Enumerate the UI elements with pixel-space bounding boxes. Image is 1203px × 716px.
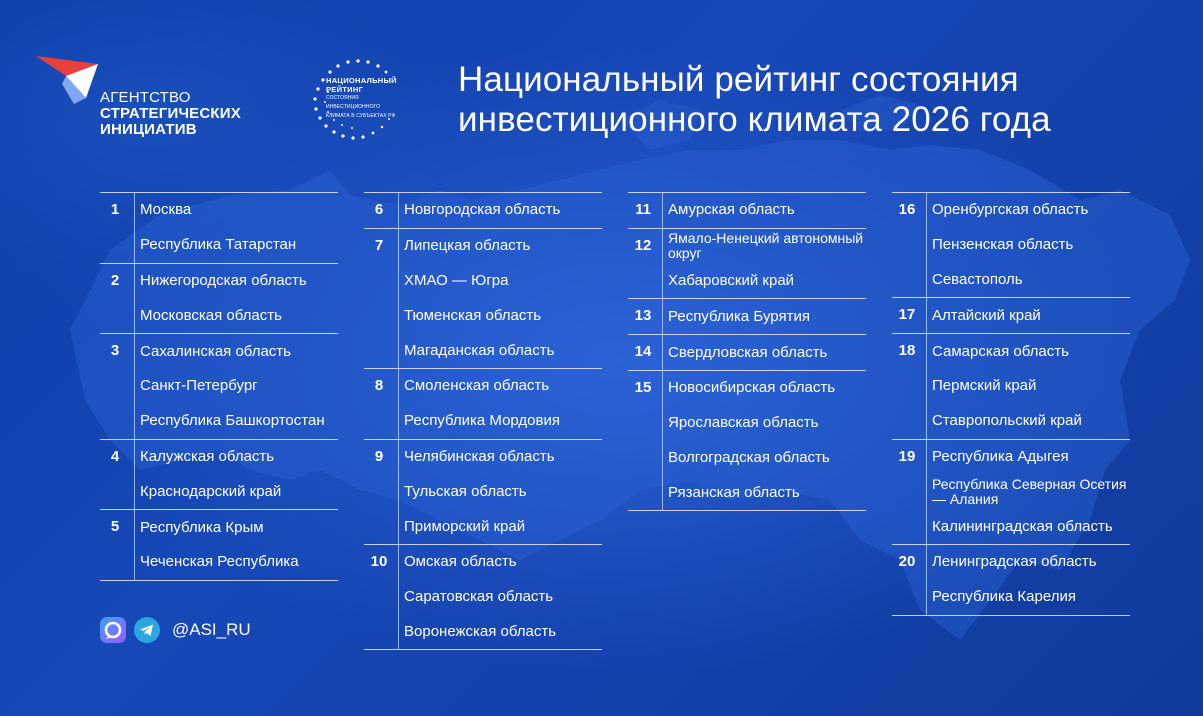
region-name: Приморский край xyxy=(404,517,526,535)
rank-number: 8 xyxy=(374,376,384,394)
region-name: Республика Северная Осетия — Алания xyxy=(932,475,1127,507)
region-name: Чеченская Республика xyxy=(140,553,299,571)
rank-number: 3 xyxy=(110,342,120,360)
region-list xyxy=(134,193,338,263)
ranking-group xyxy=(100,263,338,334)
ranking-group xyxy=(628,228,866,299)
region-name: ХМАО — Югра xyxy=(404,271,509,289)
rank-number: 2 xyxy=(110,271,120,289)
ranking-group xyxy=(628,192,866,228)
region-name: Ярославская область xyxy=(668,414,819,432)
national-rating-logo xyxy=(302,54,412,144)
ranking-group xyxy=(892,544,1130,616)
region-list xyxy=(134,264,338,334)
region-name: Пермский край xyxy=(932,377,1037,395)
region-name: Ленинградская область xyxy=(932,553,1097,571)
rank-number: 1 xyxy=(110,201,120,218)
region-name: Волгоградская область xyxy=(668,448,830,466)
telegram-icon[interactable] xyxy=(134,617,160,643)
ranking-group xyxy=(364,439,602,544)
rank-number: 16 xyxy=(898,201,916,218)
region-name: Смоленская область xyxy=(404,377,550,395)
rank-number: 12 xyxy=(634,236,652,254)
region-name: Омская область xyxy=(404,553,517,571)
region-name: Республика Башкортостан xyxy=(140,412,325,430)
region-name: Челябинская область xyxy=(404,447,555,465)
region-name: Новгородская область xyxy=(404,201,561,219)
ranking-group xyxy=(100,333,338,438)
region-name: Ставропольский край xyxy=(932,412,1082,430)
asi-logo-line-3: ИНИЦИАТИВ xyxy=(100,121,197,138)
rank-number: 19 xyxy=(898,447,916,465)
region-name: Саратовская область xyxy=(404,588,554,606)
ranking-group xyxy=(892,297,1130,333)
region-name: Республика Мордовия xyxy=(404,412,560,430)
region-list xyxy=(398,369,602,439)
region-list xyxy=(926,545,1130,615)
region-name: Калужская область xyxy=(140,447,275,465)
region-list xyxy=(134,510,338,580)
ranking-group xyxy=(100,439,338,510)
ranking-group xyxy=(364,544,602,650)
region-name: Санкт-Петербург xyxy=(140,377,258,395)
region-name: Республика Адыгея xyxy=(932,447,1069,465)
region-list xyxy=(926,334,1130,438)
region-list xyxy=(662,299,866,334)
region-name: Республика Карелия xyxy=(932,588,1076,606)
rank-number: 6 xyxy=(374,201,384,218)
region-name: Москва xyxy=(140,201,192,219)
region-name: Республика Татарстан xyxy=(140,236,297,254)
region-name: Липецкая область xyxy=(404,237,531,255)
region-name: Московская область xyxy=(140,306,282,324)
ranking-group xyxy=(364,228,602,368)
region-list xyxy=(134,440,338,510)
region-list xyxy=(398,545,602,649)
rank-number: 18 xyxy=(898,342,916,360)
region-name: Хабаровский край xyxy=(668,271,795,289)
region-list xyxy=(926,440,1130,544)
region-list xyxy=(134,334,338,438)
region-name: Амурская область xyxy=(668,201,795,219)
ranking-column xyxy=(892,192,1130,616)
region-name: Воронежская область xyxy=(404,622,557,640)
rank-number: 15 xyxy=(634,378,652,396)
rank-number: 7 xyxy=(374,236,384,254)
ranking-group xyxy=(892,439,1130,544)
region-list xyxy=(398,440,602,544)
rank-number: 13 xyxy=(634,307,652,325)
ranking-column xyxy=(100,192,338,581)
social-handle[interactable]: @ASI_RU xyxy=(172,620,251,639)
region-name: Пензенская область xyxy=(932,236,1074,254)
region-name: Оренбургская область xyxy=(932,201,1089,219)
ranking-column xyxy=(628,192,866,511)
region-name: Магаданская область xyxy=(404,341,555,359)
region-name: Севастополь xyxy=(932,270,1023,288)
ranking-group xyxy=(628,298,866,334)
ranking-column xyxy=(364,192,602,650)
asi-arrow-icon xyxy=(36,54,102,104)
ranking-group xyxy=(100,509,338,581)
rank-number: 14 xyxy=(634,343,652,361)
region-list xyxy=(926,298,1130,333)
region-list xyxy=(662,193,866,228)
ranking-group xyxy=(892,192,1130,297)
region-list xyxy=(662,229,866,299)
ranking-group xyxy=(364,368,602,439)
region-list xyxy=(926,193,1130,297)
rating-logo-small-3: КЛИМАТА В СУБЪЕКТАХ РФ xyxy=(326,113,396,119)
region-name: Свердловская область xyxy=(668,343,828,361)
ranking-group xyxy=(628,334,866,370)
rank-number: 5 xyxy=(110,518,120,536)
asi-logo-line-2: СТРАТЕГИЧЕСКИХ xyxy=(100,105,241,122)
region-name: Алтайский край xyxy=(932,306,1041,324)
region-name: Республика Бурятия xyxy=(668,307,810,325)
page-title-line-1: Национальный рейтинг состояния xyxy=(458,60,1019,99)
page-title xyxy=(458,60,1051,140)
ranking-group xyxy=(628,370,866,511)
asi-logo xyxy=(36,54,276,154)
rank-number: 17 xyxy=(898,306,916,324)
region-name: Новосибирская область xyxy=(668,379,836,397)
region-list xyxy=(662,335,866,370)
rating-logo-big-2: РЕЙТИНГ xyxy=(326,85,364,94)
max-messenger-icon[interactable] xyxy=(100,617,126,643)
region-name: Тюменская область xyxy=(404,306,542,324)
region-name: Республика Крым xyxy=(140,518,264,536)
region-name: Самарская область xyxy=(932,342,1069,360)
region-name: Сахалинская область xyxy=(140,342,291,360)
rating-logo-small-2: ИНВЕСТИЦИОННОГО xyxy=(326,104,381,110)
region-name: Ямало-Ненецкий автономный округ xyxy=(668,230,864,262)
region-name: Калининградская область xyxy=(932,517,1113,535)
region-name: Нижегородская область xyxy=(140,271,307,289)
rank-number: 20 xyxy=(898,552,916,570)
region-name: Тульская область xyxy=(404,482,527,500)
region-list xyxy=(398,229,602,368)
rating-logo-big-1: НАЦИОНАЛЬНЫЙ xyxy=(326,76,397,85)
rank-number: 4 xyxy=(110,447,120,465)
ranking-group xyxy=(364,192,602,228)
asi-logo-line-1: АГЕНТСТВО xyxy=(100,89,191,106)
ranking-group xyxy=(100,192,338,263)
region-list xyxy=(662,371,866,510)
ranking-group xyxy=(892,333,1130,438)
region-name: Краснодарский край xyxy=(140,482,282,500)
rank-number: 10 xyxy=(370,552,388,570)
region-name: Рязанская область xyxy=(668,483,800,501)
page-title-line-2: инвестиционного климата 2026 года xyxy=(458,100,1051,139)
social-links xyxy=(100,617,251,643)
region-list xyxy=(398,193,602,228)
rank-number: 11 xyxy=(635,201,651,218)
rank-number: 9 xyxy=(374,447,384,465)
rating-logo-small-1: СОСТОЯНИЯ xyxy=(326,95,359,101)
